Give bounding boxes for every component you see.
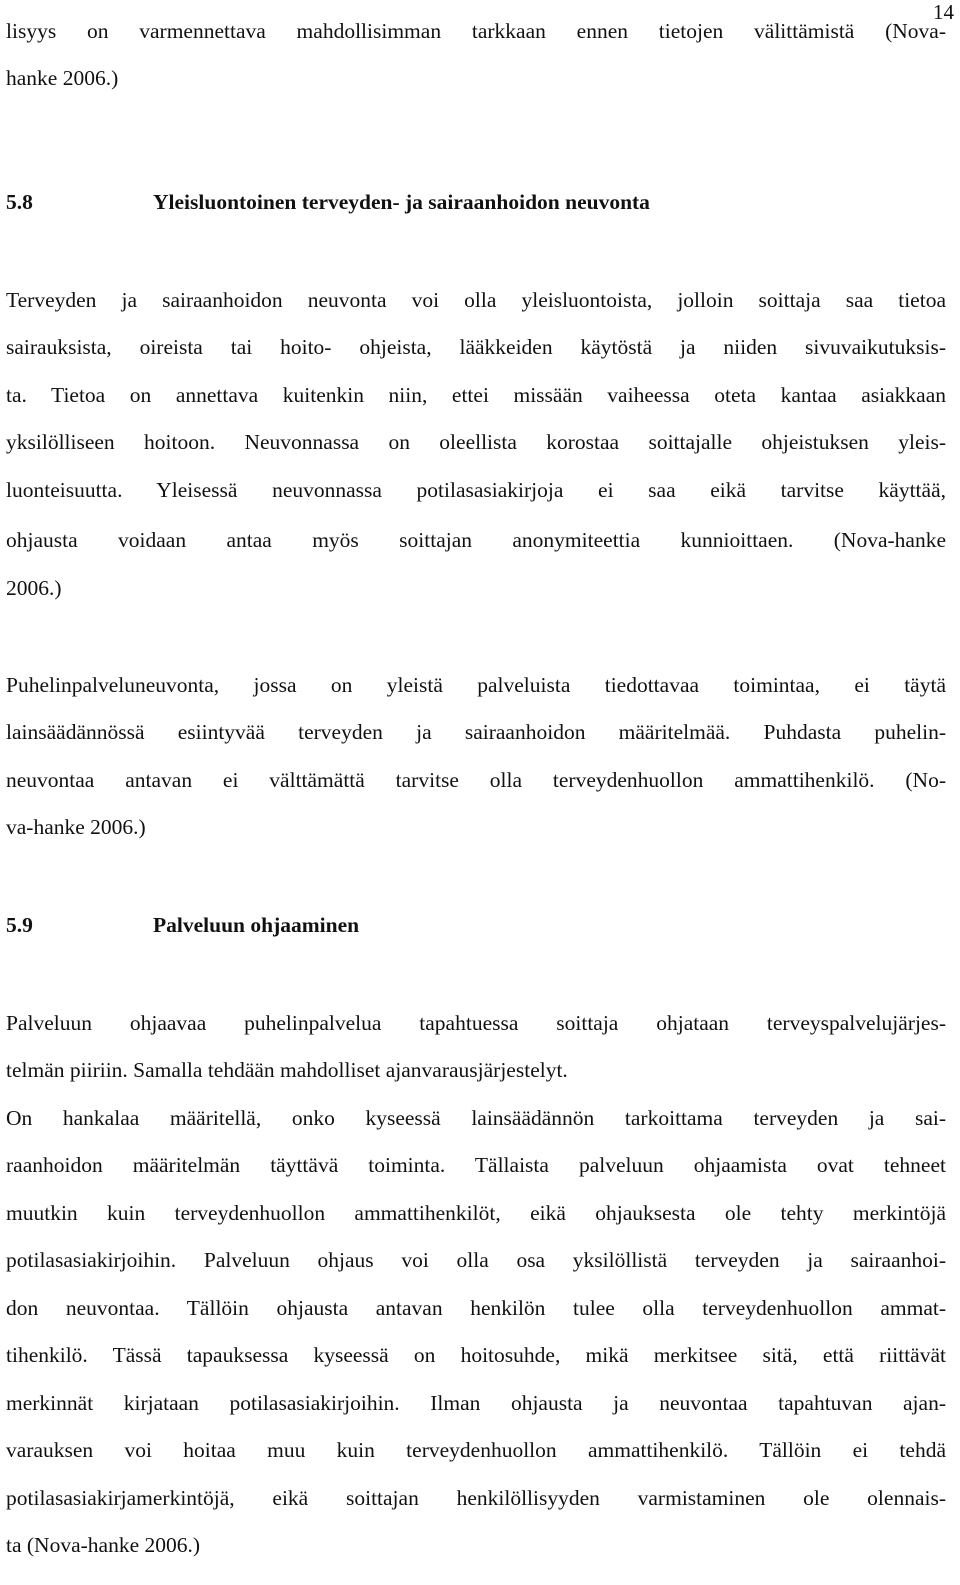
text-line: lisyys on varmennettava mahdollisimman tarkkaan ennen tietojen välittämistä (Nova- (6, 19, 946, 43)
text-line: 2006.) (6, 576, 62, 600)
section-title: Palveluun ohjaaminen (153, 913, 360, 937)
text-line: raanhoidon määritelmän täyttävä toiminta. Tällaista palveluun ohjaamista ovat tehneet (6, 1153, 946, 1177)
text-line: luonteisuutta. Yleisessä neuvonnassa potilasasiakirjoja ei saa eikä tarvitse käyttää, (6, 478, 946, 502)
text-line: Puhelinpalveluneuvonta, jossa on yleistä palveluista tiedottavaa toimintaa, ei täytä (6, 673, 946, 697)
text-line: tihenkilö. Tässä tapauksessa kyseessä on hoitosuhde, mikä merkitsee sitä, että riittävät (6, 1343, 946, 1367)
text-line: hanke 2006.) (6, 66, 119, 90)
text-line: ta (Nova-hanke 2006.) (6, 1533, 201, 1557)
text-line: Terveyden ja sairaanhoidon neuvonta voi olla yleisluontoista, jolloin soittaja saa tietoa (6, 288, 946, 312)
text-line: Palveluun ohjaavaa puhelinpalvelua tapahtuessa soittaja ohjataan terveyspalvelujärjes- (6, 1011, 946, 1035)
text-line: va-hanke 2006.) (6, 815, 146, 839)
text-line: sairauksista, oireista tai hoito- ohjeista, lääkkeiden käytöstä ja niiden sivuvaikutuksis- (6, 335, 946, 359)
text-line: ohjausta voidaan antaa myös soittajan anonymiteettia kunnioittaen. (Nova-hanke (6, 528, 946, 552)
section-number: 5.8 (6, 190, 33, 214)
text-line: potilasasiakirjoihin. Palveluun ohjaus voi olla osa yksilöllistä terveyden ja sairaanhoi- (6, 1248, 946, 1272)
text-line: telmän piiriin. Samalla tehdään mahdolliset ajanvarausjärjestelyt. (6, 1058, 568, 1082)
text-line: potilasasiakirjamerkintöjä, eikä soittajan henkilöllisyyden varmistaminen ole olennais- (6, 1486, 946, 1510)
section-number: 5.9 (6, 913, 33, 937)
text-line: muutkin kuin terveydenhuollon ammattihenkilöt, eikä ohjauksesta ole tehty merkintöjä (6, 1201, 946, 1225)
text-line: varauksen voi hoitaa muu kuin terveydenhuollon ammattihenkilö. Tällöin ei tehdä (6, 1438, 946, 1462)
text-line: lainsäädännössä esiintyvää terveyden ja sairaanhoidon määritelmää. Puhdasta puhelin- (6, 720, 946, 744)
text-line: ta. Tietoa on annettava kuitenkin niin, ettei missään vaiheessa oteta kantaa asiakkaan (6, 383, 946, 407)
text-line: don neuvontaa. Tällöin ohjausta antavan henkilön tulee olla terveydenhuollon ammat- (6, 1296, 946, 1320)
page-number: 14 (933, 0, 954, 24)
text-line: merkinnät kirjataan potilasasiakirjoihin. Ilman ohjausta ja neuvontaa tapahtuvan ajan- (6, 1391, 946, 1415)
text-line: yksilölliseen hoitoon. Neuvonnassa on oleellista korostaa soittajalle ohjeistuksen yleis- (6, 430, 946, 454)
text-line: On hankalaa määritellä, onko kyseessä lainsäädännön tarkoittama terveyden ja sai- (6, 1106, 946, 1130)
section-title: Yleisluontoinen terveyden- ja sairaanhoidon neuvonta (153, 190, 650, 214)
text-line: neuvontaa antavan ei välttämättä tarvitse olla terveydenhuollon ammattihenkilö. (No- (6, 768, 946, 792)
